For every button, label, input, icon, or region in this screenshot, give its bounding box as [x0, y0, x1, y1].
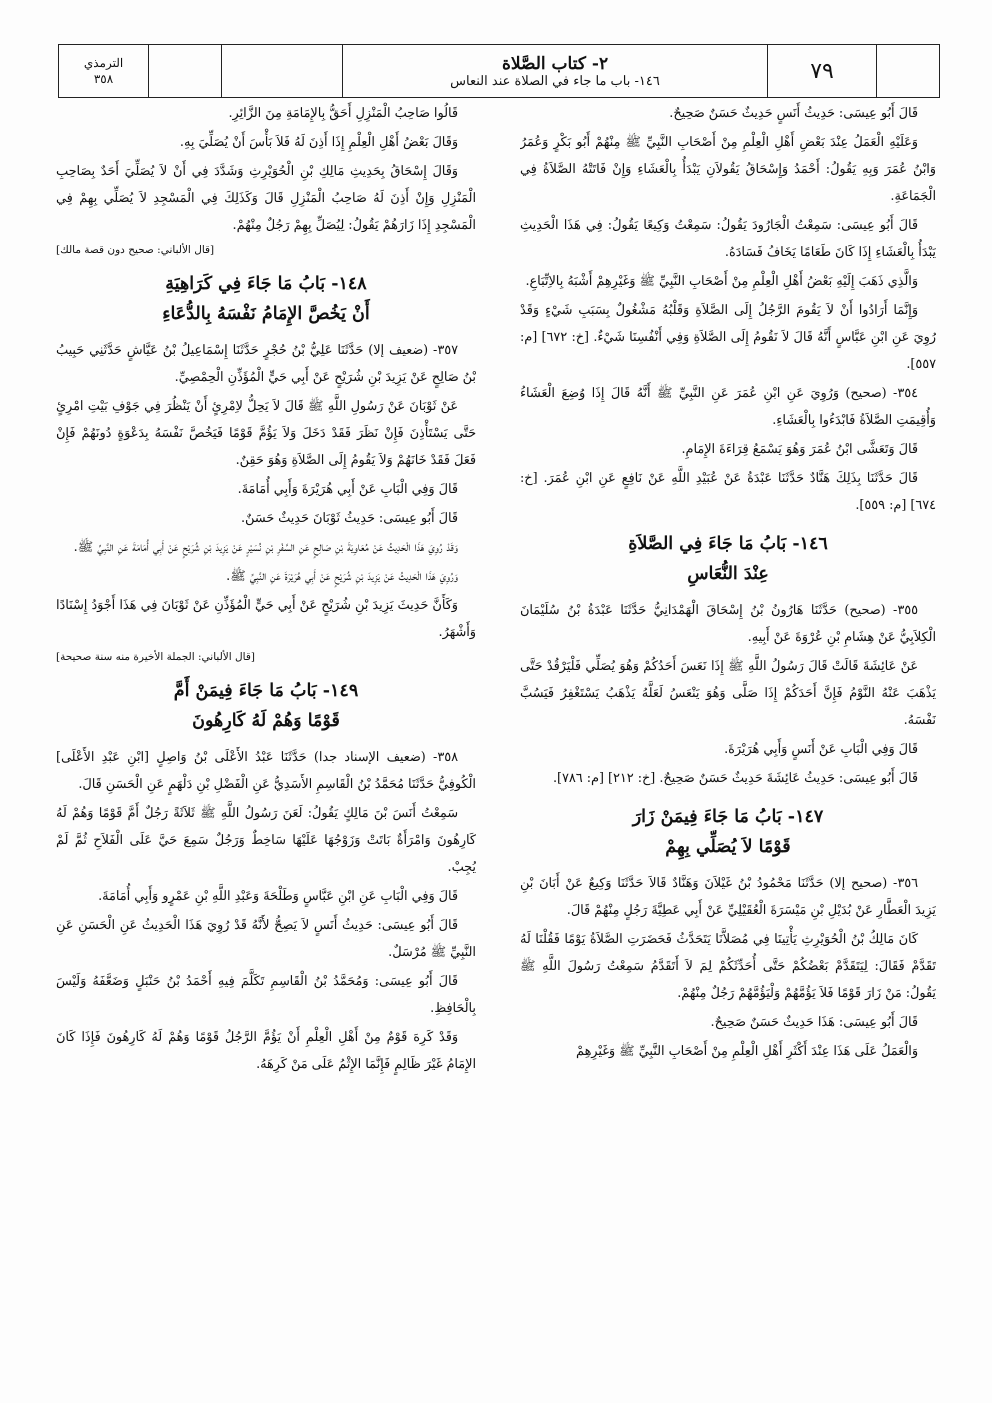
- chapter-heading-line: عِنْدَ النُّعَاسِ: [687, 564, 769, 584]
- hadith-paragraph: ٣٥٨- (ضعيف الإسناد جدا) حَدَّثَنَا عَبْدُ الأَعْلَى بْنُ وَاصِلٍ [ابْنِ عَبْدِ الأَعْلَى] الْكُوفِيُّ حَدَّثَنَا مُحَمَّدُ بْنُ الْقَاسِمِ الأَسَدِيُّ عَنِ الْفَضْلِ بْنِ دَلْهَمٍ عَنِ الْحَسَنِ قَالَ.: [56, 750, 476, 792]
- header-blank-cell: [876, 45, 939, 97]
- hadith-paragraph: وَالْعَمَلُ عَلَى هَذَا عِنْدَ أَكْثَرِ أَهْلِ الْعِلْمِ مِنْ أَصْحَابِ النَّبِيِّ ﷺ وَغَيْرِهِمْ: [576, 1044, 918, 1059]
- hadith-paragraph: قَالَ حَدَّثَنَا بِذَلِكَ هَنَّادٌ حَدَّثَنَا عَبْدَةُ عَنْ عُبَيْدِ اللَّهِ عَنْ نَافِعٍ عَنِ ابْنِ عُمَرَ. [خ: ٦٧٤] [م: ٥٥٩].: [520, 471, 936, 513]
- albani-note: [قال الألباني: صحيح دون قصة مالك]: [56, 244, 215, 256]
- hadith-paragraph: ٣٥٧- (ضعيف إلا) حَدَّثَنَا عَلِيُّ بْنُ حُجْرٍ حَدَّثَنَا إِسْمَاعِيلُ بْنُ عَيَّاشٍ حَدَّثَنِي حَبِيبُ بْنُ صَالِحٍ عَنْ يَزِيدَ بْنِ شُرَيْحٍ عَنْ أَبِي حَيٍّ الْمُؤَذِّنِ الْحِمْصِيِّ.: [56, 343, 476, 385]
- hadith-paragraph: قَالُوا صَاحِبُ الْمَنْزِلِ أَحَقُّ بِالإِمَامَةِ مِنَ الزَّائِرِ.: [228, 106, 458, 121]
- hadith-paragraph: وَعَلَيْهِ الْعَمَلُ عِنْدَ بَعْضِ أَهْلِ الْعِلْمِ مِنْ أَصْحَابِ النَّبِيِّ ﷺ مِنْهُمْ أَبُو بَكْرٍ وَعُمَرُ وَابْنُ عُمَرَ وَبِهِ يَقُولُ: أَحْمَدُ وَإِسْحَاقُ يَقُولاَنِ يَبْدَأُ بِالْعَشَاءِ وَإِنْ فَاتَتْهُ الصَّلاَةُ فِي الْجَمَاعَةِ.: [520, 135, 936, 204]
- hadith-paragraph: ٣٥٦- (صحيح إلا) حَدَّثَنَا مَحْمُودُ بْنُ غَيْلاَنَ وَهَنَّادٌ قَالاَ حَدَّثَنَا وَكِيعٌ عَنْ أَبَانَ بْنِ يَزِيدَ الْعَطَّارِ عَنْ بُدَيْلِ بْنِ مَيْسَرَةَ الْعُقَيْلِيِّ عَنْ أَبِي عَطِيَّةَ رَجُلٍ مِنْهُمْ قَالَ.: [520, 876, 936, 918]
- hadith-paragraph: وَقَالَ إِسْحَاقُ بِحَدِيثِ مَالِكِ بْنِ الْحُوَيْرِثِ وَشَدَّدَ فِي أَنْ لاَ يُصَلِّيَ أَحَدٌ بِصَاحِبِ الْمَنْزِلِ وَإِنْ أَذِنَ لَهُ صَاحِبُ الْمَنْزِلِ قَالَ وَكَذَلِكَ فِي الْمَسْجِدِ لاَ يُصَلِّي بِهِمْ فِي الْمَسْجِدِ إِذَا زَارَهُمْ يَقُولُ: لِيُصَلِّ بِهِمْ رَجُلٌ مِنْهُمْ.: [56, 164, 476, 233]
- hadith-paragraph: قَالَ وَتَعَشَّى ابْنُ عُمَرَ وَهُوَ يَسْمَعُ قِرَاءَةَ الإِمَامِ.: [681, 442, 918, 457]
- hadith-paragraph: قَالَ أَبُو عِيسَى: هَذَا حَدِيثٌ حَسَنٌ صَحِيحٌ.: [710, 1015, 918, 1030]
- chapter-heading-line: ١٤٧- بَابُ مَا جَاءَ فِيمَنْ زَارَ: [632, 807, 824, 827]
- hadith-paragraph: قَالَ أَبُو عِيسَى: حَدِيثُ أَنَسٍ حَدِيثٌ حَسَنٌ صَحِيحٌ.: [669, 106, 918, 121]
- header-blank-cell: [221, 45, 342, 97]
- page-header: [58, 44, 940, 98]
- hadith-paragraph: وَإِنَّمَا أَرَادُوا أَنْ لاَ يَقُومَ الرَّجُلُ إِلَى الصَّلاَةِ وَقَلْبُهُ مَشْغُولٌ بِسَبَبِ شَيْءٍ وَقَدْ رُوِيَ عَنِ ابْنِ عَبَّاسٍ أَنَّهُ قَالَ لاَ نَقُومُ إِلَى الصَّلاَةِ وَفِي أَنْفُسِنَا شَيْءٌ. [خ: ٦٧٢] [م: ٥٥٧].: [520, 303, 936, 372]
- hadith-paragraph: عَنْ عَائِشَةَ قَالَتْ قَالَ رَسُولُ اللَّهِ ﷺ إِذَا نَعَسَ أَحَدُكُمْ وَهُوَ يُصَلِّي فَلْيَرْقُدْ حَتَّى يَذْهَبَ عَنْهُ النَّوْمُ فَإِنَّ أَحَدَكُمْ إِذَا صَلَّى وَهُوَ يَنْعَسُ لَعَلَّهُ يَذْهَبُ يَسْتَغْفِرُ فَيَسُبَّ نَفْسَهُ.: [520, 659, 936, 728]
- hadith-paragraph: قَالَ أَبُو عِيسَى: حَدِيثُ عَائِشَةَ حَدِيثٌ حَسَنٌ صَحِيحٌ. [خ: ٢١٢] [م: ٧٨٦].: [552, 771, 918, 786]
- hadith-paragraph: وَرُوِيَ هَذَا الْحَدِيثُ عَنْ يَزِيدَ بْنِ شُرَيْحٍ عَنْ أَبِي هُرَيْرَةَ عَنِ النَّبِيِّ ﷺ.: [226, 569, 458, 584]
- hadith-paragraph: ٣٥٤- (صحيح) وَرُوِيَ عَنِ ابْنِ عُمَرَ عَنِ النَّبِيِّ ﷺ أَنَّهُ قَالَ إِذَا وُضِعَ الْعَشَاءُ وَأُقِيمَتِ الصَّلاَةُ فَابْدَءُوا بِالْعَشَاءِ.: [520, 386, 936, 428]
- chapter-heading: [520, 802, 936, 862]
- hadith-paragraph: قَالَ وَفِي الْبَابِ عَنْ أَنَسٍ وَأَبِي هُرَيْرَةَ.: [724, 742, 918, 757]
- header-blank-cell: [148, 45, 221, 97]
- hadith-paragraph: ٣٥٥- (صحيح) حَدَّثَنَا هَارُونُ بْنُ إِسْحَاقَ الْهَمْدَانِيُّ حَدَّثَنَا عَبْدَةُ بْنُ سُلَيْمَانَ الْكِلاَبِيُّ عَنْ هِشَامِ بْنِ عُرْوَةَ عَنْ أَبِيهِ.: [520, 603, 936, 645]
- chapter-heading: [520, 529, 936, 589]
- hadith-paragraph: عَنْ ثَوْبَانَ عَنْ رَسُولِ اللَّهِ ﷺ قَالَ لاَ يَحِلُّ لاِمْرِئٍ أَنْ يَنْظُرَ فِي جَوْفِ بَيْتِ امْرِئٍ حَتَّى يَسْتَأْذِنَ فَإِنْ نَظَرَ فَقَدْ دَخَلَ وَلاَ يَؤُمَّ قَوْمًا فَيَخُصَّ نَفْسَهُ بِدَعْوَةٍ دُونَهُمْ فَإِنْ فَعَلَ فَقَدْ خَانَهُمْ وَلاَ يَقُومُ إِلَى الصَّلاَةِ وَهُوَ حَقِنٌ.: [56, 399, 476, 468]
- chapter-heading-line: ١٤٩- بَابُ مَا جَاءَ فِيمَنْ أَمَّ: [173, 681, 359, 701]
- running-title: [342, 45, 767, 97]
- hadith-paragraph: وَقَدْ كَرِهَ قَوْمٌ مِنْ أَهْلِ الْعِلْمِ أَنْ يَؤُمَّ الرَّجُلُ قَوْمًا وَهُمْ لَهُ كَارِهُونَ فَإِذَا كَانَ الإِمَامُ غَيْرَ ظَالِمٍ فَإِنَّمَا الإِثْمُ عَلَى مَنْ كَرِهَهُ.: [56, 1030, 476, 1072]
- hadith-paragraph: وَكَأَنَّ حَدِيثَ يَزِيدَ بْنِ شُرَيْحٍ عَنْ أَبِي حَيٍّ الْمُؤَذِّنِ عَنْ ثَوْبَانَ فِي هَذَا أَجْوَدُ إِسْنَادًا وَأَشْهَرُ.: [56, 598, 476, 640]
- left-column: [56, 100, 476, 1390]
- chapter-heading: [56, 676, 476, 736]
- hadith-paragraph: سَمِعْتُ أَنَسَ بْنَ مَالِكٍ يَقُولُ: لَعَنَ رَسُولُ اللَّهِ ﷺ ثَلاَثَةً رَجُلٌ أَمَّ قَوْمًا وَهُمْ لَهُ كَارِهُونَ وَامْرَأَةٌ بَاتَتْ وَزَوْجُهَا عَلَيْهَا سَاخِطٌ وَرَجُلٌ سَمِعَ حَيَّ عَلَى الْفَلاَحِ ثُمَّ لَمْ يُجِبْ.: [56, 806, 476, 875]
- hadith-paragraph: وَقَدْ رُوِيَ هَذَا الْحَدِيثُ عَنْ مُعَاوِيَةَ بْنِ صَالِحٍ عَنِ السَّفْرِ بْنِ نُسَيْرٍ عَنْ يَزِيدَ بْنِ شُرَيْحٍ عَنْ أَبِي أُمَامَةَ عَنِ النَّبِيِّ ﷺ.: [73, 540, 458, 555]
- hadith-paragraph: قَالَ أَبُو عِيسَى: حَدِيثُ أَنَسٍ لاَ يَصِحُّ لأَنَّهُ قَدْ رُوِيَ هَذَا الْحَدِيثُ عَنِ الْحَسَنِ عَنِ النَّبِيِّ ﷺ مُرْسَلٌ.: [56, 918, 476, 960]
- chapter-heading-line: ١٤٦- بَابُ مَا جَاءَ فِي الصَّلاَةِ: [628, 534, 828, 554]
- hadith-paragraph: قَالَ وَفِي الْبَابِ عَنِ ابْنِ عَبَّاسٍ وَطَلْحَةَ وَعَبْدِ اللَّهِ بْنِ عَمْرٍو وَأَبِي أُمَامَةَ.: [98, 889, 458, 904]
- hadith-paragraph: كَانَ مَالِكُ بْنُ الْحُوَيْرِثِ يَأْتِينَا فِي مُصَلاَّنَا يَتَحَدَّثُ فَحَضَرَتِ الصَّلاَةُ يَوْمًا فَقُلْنَا لَهُ تَقَدَّمْ فَقَالَ: لِيَتَقَدَّمْ بَعْضُكُمْ حَتَّى أُحَدِّثَكُمْ لِمَ لاَ أَتَقَدَّمُ سَمِعْتُ رَسُولَ اللَّهِ ﷺ يَقُولُ: مَنْ زَارَ قَوْمًا فَلاَ يَؤُمَّهُمْ وَلْيَؤُمَّهُمْ رَجُلٌ مِنْهُمْ.: [520, 932, 936, 1001]
- chapter-heading-line: قَوْمًا وَهُمْ لَهُ كَارِهُونَ: [192, 711, 340, 731]
- hadith-paragraph: وَقَالَ بَعْضُ أَهْلِ الْعِلْمِ إِذَا أَذِنَ لَهُ فَلاَ بَأْسَ أَنْ يُصَلِّيَ بِهِ.: [179, 135, 458, 150]
- chapter-heading-line: أَنْ يَخُصَّ الإِمَامُ نَفْسَهُ بِالدُّعَاءِ: [162, 304, 370, 324]
- header-side-label: [59, 45, 148, 97]
- chapter-heading-line: ١٤٨- بَابُ مَا جَاءَ فِي كَرَاهِيَةِ: [165, 274, 367, 294]
- albani-note: [قال الألباني: الجملة الأخيرة منه سنة صحيحة]: [56, 651, 255, 663]
- chapter-heading-line: قَوْمًا لاَ يُصَلِّي بِهِمْ: [665, 837, 791, 857]
- book-title: ٢- كتاب الصَّلاة: [501, 53, 609, 74]
- side-number: ٣٥٨: [93, 72, 114, 86]
- chapter-title: ١٤٦- باب ما جاء في الصلاة عند النعاس: [450, 73, 660, 89]
- hadith-paragraph: قَالَ أَبُو عِيسَى: وَمُحَمَّدُ بْنُ الْقَاسِمِ تَكَلَّمَ فِيهِ أَحْمَدُ بْنُ حَنْبَلٍ وَضَعَّفَهُ وَلَيْسَ بِالْحَافِظِ.: [56, 974, 476, 1016]
- hadith-paragraph: قَالَ أَبُو عِيسَى: حَدِيثُ ثَوْبَانَ حَدِيثٌ حَسَنٌ.: [240, 511, 458, 526]
- chapter-heading: [56, 269, 476, 329]
- right-column: [520, 100, 936, 1390]
- hadith-paragraph: قَالَ أَبُو عِيسَى: سَمِعْتُ الْجَارُودَ يَقُولُ: سَمِعْتُ وَكِيعًا يَقُولُ: فِي هَذَا الْحَدِيثِ يَبْدَأُ بِالْعَشَاءِ إِذَا كَانَ طَعَامًا يَخَافُ فَسَادَهُ.: [520, 218, 936, 260]
- page-number: ٧٩: [767, 45, 876, 97]
- side-label: الترمذي: [83, 56, 124, 70]
- hadith-paragraph: وَالَّذِي ذَهَبَ إِلَيْهِ بَعْضُ أَهْلِ الْعِلْمِ مِنْ أَصْحَابِ النَّبِيِّ ﷺ وَغَيْرِهِمْ أَشْبَهُ بِالاِتِّبَاعِ.: [525, 274, 918, 289]
- hadith-paragraph: قَالَ وَفِي الْبَابِ عَنْ أَبِي هُرَيْرَةَ وَأَبِي أُمَامَةَ.: [237, 482, 458, 497]
